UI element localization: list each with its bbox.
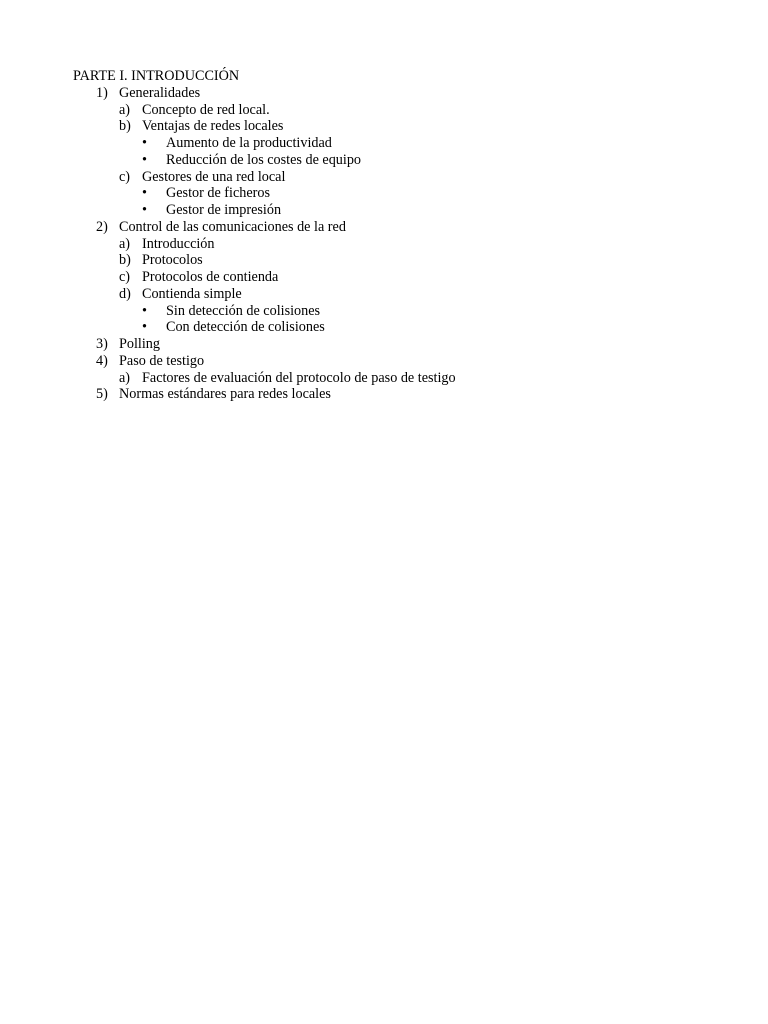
item-letter: a) — [119, 369, 131, 386]
item-text: Polling — [119, 336, 160, 352]
item-text: Protocolos de contienda — [142, 269, 279, 285]
item-text: Contienda simple — [142, 285, 242, 302]
item-text: Introducción — [142, 235, 215, 252]
bullet-icon: • — [142, 151, 147, 168]
item-number: 1) — [96, 84, 108, 101]
item-letter: d) — [119, 285, 131, 302]
item-number: 4) — [96, 352, 108, 369]
bullet-icon: • — [142, 302, 147, 319]
item-text: Control de las comunicaciones de la red — [119, 218, 346, 235]
item-text: Factores de evaluación del protocolo de paso de testigo — [142, 369, 456, 386]
bullet-icon: • — [142, 185, 147, 202]
item-text: Aumento de la productividad — [166, 135, 332, 151]
bullet-icon: • — [142, 202, 147, 218]
item-text: Ventajas de redes locales — [142, 118, 284, 135]
bullet-icon: • — [142, 319, 147, 336]
bullet-icon: • — [142, 135, 147, 151]
heading-text: PARTE I. INTRODUCCIÓN — [73, 68, 240, 84]
item-letter: b) — [119, 252, 131, 269]
item-number: 2) — [96, 218, 108, 235]
item-text: Concepto de red local. — [142, 101, 270, 118]
item-text: Protocolos — [142, 252, 203, 269]
item-text: Gestores de una red local — [142, 168, 286, 185]
item-text: Sin detección de colisiones — [166, 302, 321, 319]
item-text: Gestor de impresión — [166, 202, 282, 218]
item-letter: a) — [119, 101, 131, 118]
item-number: 5) — [96, 386, 108, 403]
item-letter: c) — [119, 168, 131, 185]
item-text: Gestor de ficheros — [166, 185, 271, 202]
item-letter: c) — [119, 269, 131, 285]
item-number: 3) — [96, 336, 108, 352]
item-text: Generalidades — [119, 84, 201, 101]
item-text: Normas estándares para redes locales — [119, 386, 331, 403]
item-text: Reducción de los costes de equipo — [166, 151, 362, 168]
item-text: Paso de testigo — [119, 352, 205, 369]
item-letter: a) — [119, 235, 131, 252]
item-letter: b) — [119, 118, 131, 135]
item-text: Con detección de colisiones — [166, 319, 325, 336]
